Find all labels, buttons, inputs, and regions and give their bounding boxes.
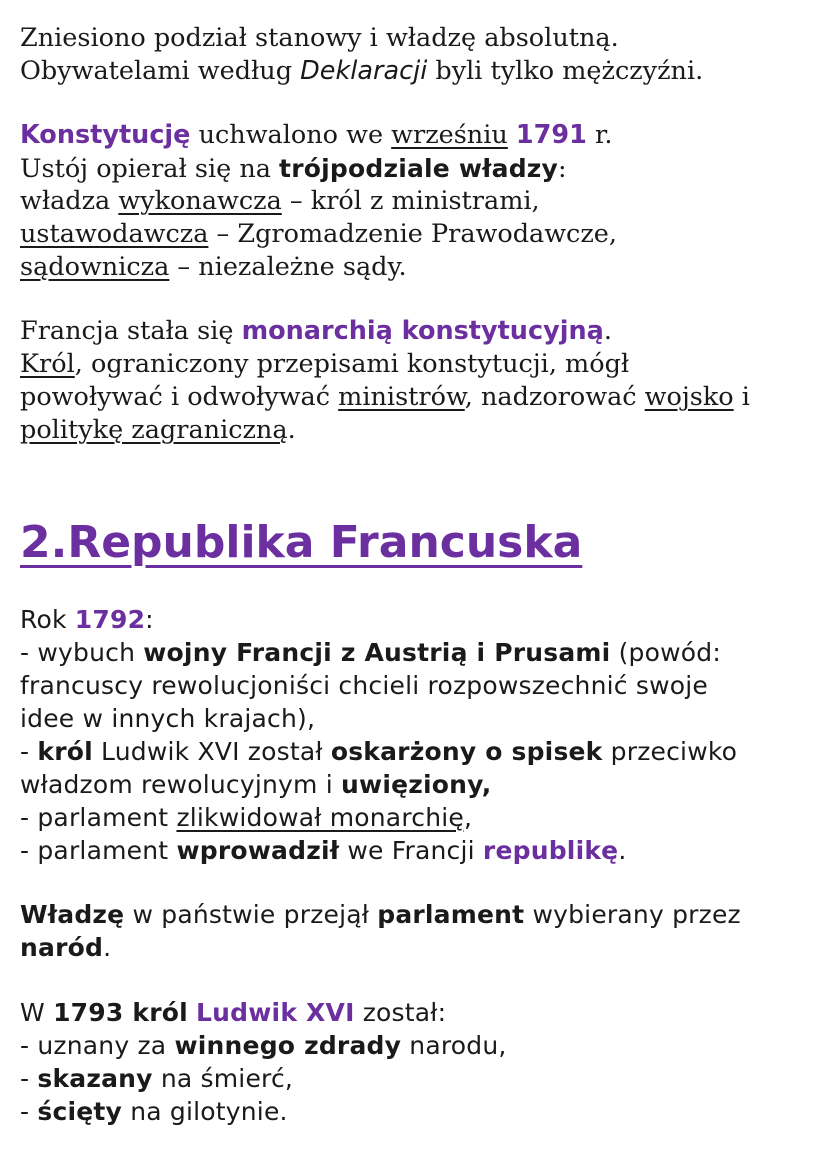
bold-term: Władzę xyxy=(20,900,125,929)
text: : xyxy=(145,605,154,634)
paragraph-line xyxy=(20,381,750,414)
bold-term: ścięty xyxy=(37,1097,123,1126)
paragraph-line xyxy=(20,119,613,152)
text: – Zgromadzenie Prawodawcze, xyxy=(208,219,617,249)
underlined-term: zlikwidował monarchię xyxy=(176,803,464,832)
paragraph-line xyxy=(20,603,154,636)
text: Zniesiono podział stanowy i władzę absolutną. xyxy=(20,23,619,53)
bold-term: skazany xyxy=(37,1064,153,1093)
text: Ustój opierał się na xyxy=(20,154,280,184)
underlined-term: wrześniu xyxy=(391,120,508,150)
list-item xyxy=(20,1029,507,1062)
text: na gilotynie. xyxy=(122,1097,288,1126)
text: - xyxy=(20,1064,38,1093)
text: , xyxy=(463,803,473,832)
underlined-term: politykę zagraniczną xyxy=(20,415,288,445)
text: (powód: xyxy=(610,638,721,667)
text: , ograniczony przepisami konstytucji, mógł xyxy=(74,349,630,379)
paragraph-line xyxy=(20,669,708,702)
text: – król z ministrami, xyxy=(281,186,540,216)
paragraph-line xyxy=(20,348,629,381)
list-item xyxy=(20,636,721,669)
text: - xyxy=(20,737,38,766)
text: r. xyxy=(586,120,613,150)
section-heading: 2.Republika Francuska xyxy=(20,517,583,568)
underlined-term: sądownicza xyxy=(20,252,170,282)
text xyxy=(188,998,196,1027)
text: Ludwik XVI został xyxy=(92,737,331,766)
paragraph-line xyxy=(20,768,491,801)
paragraph-line xyxy=(20,702,315,735)
text: W xyxy=(20,998,54,1027)
text: uchwalono we xyxy=(190,120,392,150)
text: wybierany przez xyxy=(524,900,741,929)
text: . xyxy=(287,415,296,445)
paragraph-line xyxy=(20,251,407,284)
paragraph-line xyxy=(20,931,111,964)
highlight-year: 1792 xyxy=(74,605,146,634)
text: w państwie przejął xyxy=(124,900,378,929)
bold-term: 1793 król xyxy=(53,998,188,1027)
text: . xyxy=(618,836,627,865)
list-item xyxy=(20,1095,288,1128)
text: - xyxy=(20,1097,38,1126)
list-item xyxy=(20,801,472,834)
paragraph-line xyxy=(20,185,540,218)
text: na śmierć, xyxy=(152,1064,294,1093)
text: byli tylko mężczyźni. xyxy=(427,56,704,86)
text: , nadzorować xyxy=(464,382,645,412)
highlight-term: monarchią konstytucyjną xyxy=(241,316,604,346)
text: Francja stała się xyxy=(20,316,242,346)
text: - uznany za xyxy=(20,1031,175,1060)
list-item xyxy=(20,735,737,768)
italic-text: Deklaracji xyxy=(300,56,428,86)
underlined-term: Król xyxy=(20,349,75,379)
paragraph-line xyxy=(20,218,617,251)
underlined-term: ministrów xyxy=(338,382,465,412)
text: Rok xyxy=(20,605,75,634)
text xyxy=(508,120,516,150)
underlined-term: ustawodawcza xyxy=(20,219,209,249)
highlight-term: republikę xyxy=(482,836,619,865)
text: narodu, xyxy=(401,1031,507,1060)
paragraph-line xyxy=(20,152,567,186)
text: : xyxy=(558,154,567,184)
text: władza xyxy=(20,186,119,216)
highlight-term: Ludwik XVI xyxy=(196,998,355,1027)
bold-term: naród xyxy=(20,933,104,962)
bold-term: oskarżony o spisek xyxy=(330,737,603,766)
bold-term: parlament xyxy=(377,900,525,929)
highlight-term: Konstytucję xyxy=(20,120,191,150)
text: - wybuch xyxy=(20,638,144,667)
paragraph-line xyxy=(20,414,296,447)
bold-term: król xyxy=(37,737,93,766)
paragraph-line xyxy=(20,315,612,348)
text: władzom rewolucyjnym i xyxy=(20,770,342,799)
bold-term: wprowadził xyxy=(176,836,340,865)
bold-term: wojny Francji z Austrią i Prusami xyxy=(143,638,611,667)
text: . xyxy=(103,933,112,962)
list-item xyxy=(20,834,626,867)
text: . xyxy=(603,316,612,346)
text: przeciwko xyxy=(602,737,738,766)
paragraph-line xyxy=(20,996,446,1029)
text: - parlament xyxy=(20,803,177,832)
text: został: xyxy=(354,998,447,1027)
text: - parlament xyxy=(20,836,177,865)
paragraph-line xyxy=(20,898,741,931)
underlined-term: wojsko xyxy=(644,382,734,412)
text: i xyxy=(733,382,750,412)
text: francuscy rewolucjoniści chcieli rozpowszechnić swoje xyxy=(20,671,708,700)
text: Obywatelami według xyxy=(20,56,301,86)
highlight-year: 1791 xyxy=(515,120,587,150)
text: idee w innych krajach), xyxy=(20,704,316,733)
text: we Francji xyxy=(339,836,483,865)
bold-term: winnego zdrady xyxy=(174,1031,402,1060)
underlined-term: wykonawcza xyxy=(118,186,282,216)
bold-term: uwięziony, xyxy=(341,770,492,799)
text: powoływać i odwoływać xyxy=(20,382,339,412)
bold-term: trójpodziale władzy xyxy=(279,154,559,183)
paragraph-line xyxy=(20,22,619,55)
text: – niezależne sądy. xyxy=(169,252,407,282)
paragraph-line xyxy=(20,55,703,88)
list-item xyxy=(20,1062,293,1095)
